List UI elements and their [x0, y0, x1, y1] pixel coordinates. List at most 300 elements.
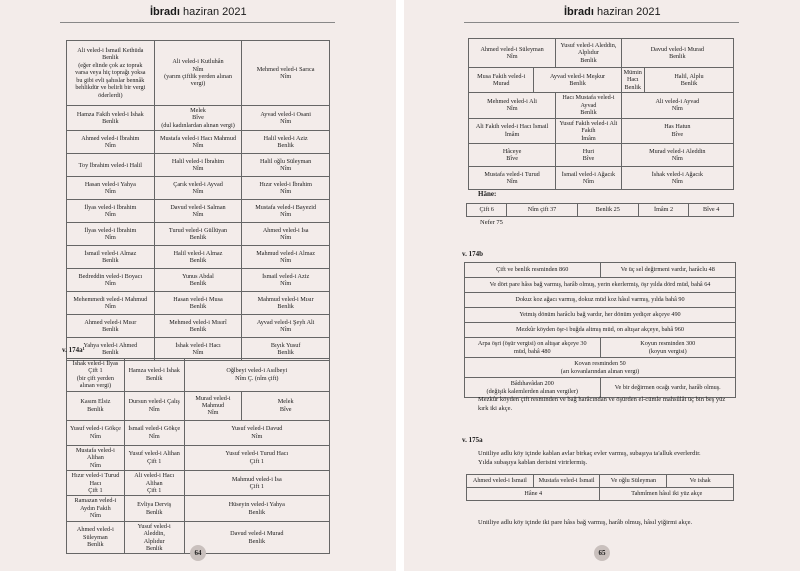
table-row: [67, 223, 330, 246]
table-row: [465, 323, 736, 338]
table-cell: [242, 269, 330, 292]
cell-line: Ahmed veled-i İsa: [262, 226, 309, 234]
table-cell: [242, 41, 330, 106]
table-cell: [465, 278, 736, 293]
cell-line: Nîm: [104, 142, 116, 150]
cell-line: Nîm: [506, 53, 518, 60]
table-cell: [242, 315, 330, 338]
table-cell: [67, 521, 125, 554]
cell-line: Nîm çift 37: [527, 206, 557, 214]
household-table-body: [67, 41, 330, 361]
table-cell: [242, 106, 330, 131]
cell-line: Nîm: [104, 188, 116, 196]
table-cell: [154, 131, 242, 154]
table-cell: [184, 471, 329, 496]
cell-line: İmâm: [504, 130, 520, 138]
cell-line: Mustafa veled-i Bayezid: [255, 203, 317, 211]
cell-line: Ramazan veled-i Aydın Fakih: [74, 497, 117, 512]
cell-line: Murad veled-i Aleddin: [649, 147, 706, 155]
table-cell: [154, 246, 242, 269]
cell-line: Murad: [492, 80, 510, 88]
table-cell: [556, 39, 621, 68]
cell-line: Toy İbrahim veled-i Halil: [78, 161, 142, 169]
table-cell: [124, 359, 184, 392]
table-row: [469, 118, 734, 143]
cell-line: Bîve: [671, 130, 684, 138]
cell-line: Halil oğlu Süleyman: [260, 157, 312, 165]
cell-line: Nîm: [192, 211, 204, 219]
table-cell: [621, 143, 733, 166]
cell-line: Dokuz koz ağacı varmış, dokuz müd koz hâsıl varmış, yılda bahâ 90: [515, 296, 685, 304]
cell-line: Çift 1: [147, 457, 162, 465]
table-cell: [465, 338, 601, 358]
paragraph-line: Uniiliye adlu köy içinde kablan avlar birkaç evler varmış, subaşıya ta'alluk everlerdir.: [478, 450, 701, 457]
cell-line: Benlik: [87, 541, 104, 549]
cell-line: Ali veled-i Ayvad: [655, 98, 700, 106]
revenue-note: [478, 395, 738, 414]
cell-line: Kovan resminden 50: [574, 360, 626, 368]
cell-line: Nîm: [89, 461, 101, 469]
table-cell: [67, 269, 155, 292]
table-cell: [242, 200, 330, 223]
table-cell: [67, 223, 155, 246]
cell-line: Yusuf veled-i Aleddin,: [560, 41, 617, 49]
cell-line: Bîve: [279, 405, 292, 413]
cell-line: Çift ve benlik resminden 860: [496, 266, 569, 274]
cell-line: Ali veled-i Hacı Alihan: [134, 472, 175, 487]
cell-line: Nîm: [582, 177, 594, 185]
cell-line: Nîm: [104, 280, 116, 288]
table-row: [465, 308, 736, 323]
cell-line: Hasan veled-i Musa: [173, 295, 223, 303]
table-cell: [469, 93, 556, 118]
cell-line: Benlik: [277, 303, 294, 311]
cell-line: İshak veled-i Ağacık: [651, 170, 703, 178]
table-cell: [465, 323, 736, 338]
cell-line: Ali veled-i İsmail Kethüda: [77, 46, 144, 54]
cell-line: Davud veled-i Salman: [170, 203, 226, 211]
table-row: [67, 131, 330, 154]
cell-line: (eğer elinde çok az toprak: [78, 61, 143, 69]
cell-line: Çift 1: [88, 367, 103, 375]
tax-revenue-body: [465, 263, 736, 398]
cell-line: Mehmed veled-i Sarıca: [256, 65, 315, 73]
table-cell: [124, 496, 184, 521]
table-row: [67, 106, 330, 131]
cell-line: Bıyık Yusuf: [270, 341, 301, 349]
table-row: [465, 338, 736, 358]
cell-line: Hızır veled-i İbrahim: [259, 180, 312, 188]
cell-line: Huri: [582, 147, 595, 155]
cell-line: Nîm: [280, 326, 292, 334]
hane-summary-row: [467, 204, 734, 217]
table-cell: [154, 41, 242, 106]
table-cell: [465, 308, 736, 323]
cell-line: Benlik: [102, 349, 119, 357]
table-cell: [242, 131, 330, 154]
table-cell: [533, 475, 600, 488]
cell-line: (koyun vergisi): [648, 347, 687, 355]
table-cell: [67, 471, 125, 496]
cell-line: İlyas veled-i İbrahim: [84, 226, 137, 234]
table-cell: [67, 496, 125, 521]
table-cell: [638, 204, 688, 217]
cell-line: Benlik: [680, 80, 698, 88]
section-label-v175a: v. 175a: [462, 436, 483, 444]
cell-line: müd, bahâ 480: [513, 347, 551, 355]
table-cell: [124, 445, 184, 470]
cell-line: Nîm: [148, 432, 160, 440]
table-cell: [556, 93, 621, 118]
cell-line: İmâm: [581, 134, 596, 142]
table-cell: [67, 391, 125, 420]
right-page: [404, 0, 800, 571]
table-cell: [67, 177, 155, 200]
cell-line: Oğlbeyi veled-i Asılbeyi: [226, 367, 288, 375]
page-number: 64: [190, 545, 206, 561]
table-cell: [67, 445, 125, 470]
cell-line: Çift 1: [249, 457, 264, 465]
cell-line: behlikdür ve belirli bir vergi: [75, 84, 146, 92]
table-cell: [67, 41, 155, 106]
cell-line: Ve dört pare hâss bağ varmış, harâb olmuş, yerin ekerlermiş, öşr yılda dörd müd, bahâ 64: [489, 281, 711, 289]
table-cell: [67, 359, 125, 392]
cell-line: Benlik: [189, 326, 207, 334]
paragraph-line: Yılda subaşıya kablan derisini virirlermiş.: [478, 459, 588, 467]
cell-line: Ve üç sel değirmeni vardır, harâclu 48: [620, 266, 715, 274]
cell-line: Benlik: [189, 257, 207, 265]
cell-line: Nîm: [280, 257, 292, 265]
cell-line: Bedreddin veled-i Boyacı: [78, 272, 143, 280]
cell-line: Çarık veled-i Ayvad: [173, 180, 223, 188]
cell-line: Nîm: [148, 405, 160, 413]
table-cell: [67, 315, 155, 338]
page-number: 65: [594, 545, 610, 561]
table-cell: [469, 143, 556, 166]
cell-line: bu gibi evli şahıslar bennâk: [76, 76, 145, 84]
table-row: [67, 391, 330, 420]
cell-line: Ahmed veled-i İsmail: [472, 477, 527, 485]
cell-line: Mehemmedi veled-i Mahmud: [73, 295, 148, 303]
table-cell: [556, 166, 621, 189]
paragraph-uniiliye-2: Uniiliye adlu köy içinde iki pare hâss bağ varmış, harâb olmuş, hâsıl yiğirmi akçe.: [478, 519, 693, 526]
table-cell: [469, 166, 556, 189]
table-cell: [556, 143, 621, 166]
cell-line: Evliya Derviş: [137, 501, 172, 509]
cell-line: Bâdıhavâdan 200: [510, 380, 554, 388]
cell-line: Benlik: [145, 374, 163, 382]
header-rule: [464, 22, 739, 23]
table-cell: [124, 471, 184, 496]
hane-label: Hâne:: [478, 190, 497, 198]
table-row: [67, 177, 330, 200]
cell-line: Yusuf veled-i Turud Hacı: [225, 450, 289, 458]
household-table-continued: [468, 38, 734, 190]
table-row: [67, 292, 330, 315]
table-cell: [242, 154, 330, 177]
cell-line: Benlik: [248, 537, 266, 545]
cell-line: Melek: [190, 107, 206, 114]
cell-line: Nîm: [89, 512, 101, 520]
table-cell: [67, 131, 155, 154]
table-row: [67, 315, 330, 338]
cell-line: İshak veled-i İlyas: [72, 360, 119, 367]
table-row: [469, 143, 734, 166]
cell-line: Nîm: [104, 303, 116, 311]
cell-line: Nîm: [251, 432, 263, 440]
cell-line: Mustafa veled-i Turud: [484, 170, 540, 178]
cell-line: Benlik: [580, 56, 597, 64]
header-date: haziran 2021: [183, 6, 247, 18]
table-cell: [507, 204, 577, 217]
table-cell: [621, 93, 733, 118]
cell-line: Nîm: [104, 211, 116, 219]
table-cell: [556, 118, 621, 143]
table-cell: [184, 521, 329, 554]
cell-line: Halil veled-i Almaz: [173, 249, 223, 257]
cell-line: Alplıdur: [143, 537, 165, 545]
cell-line: Benlik: [669, 53, 686, 60]
cell-line: Mehmed veled-i Ali: [487, 98, 538, 106]
table-cell: [154, 223, 242, 246]
cell-line: Halil veled-i İbrahim: [171, 157, 225, 165]
cell-line: İsmail veled-i Almaz: [84, 249, 137, 257]
table-cell: [154, 177, 242, 200]
cell-line: Çift 6: [479, 206, 494, 214]
cell-line: Davud veled-i Murad: [650, 45, 704, 53]
cell-line: Ve oğlu Süleyman: [610, 477, 657, 485]
cell-line: Hamza veled-i İshak: [128, 367, 180, 375]
table-row: [67, 496, 330, 521]
cell-line: Nîm: [671, 154, 683, 162]
table-row: [469, 93, 734, 118]
cell-line: varsa veya hiç toprağı yoksa: [75, 69, 146, 77]
cell-line: Ahmed veled-i Mısır: [84, 318, 137, 326]
section-label-v174b: v. 174b: [462, 250, 484, 258]
table-cell: [621, 39, 733, 68]
table-row: [469, 39, 734, 68]
cell-line: Nîm: [506, 177, 518, 185]
cell-line: İsmail veled-i Gökçe: [128, 425, 181, 433]
header-title: İbradı: [564, 6, 594, 18]
cell-line: Musa Fakih veled-i: [477, 72, 526, 80]
cell-line: Benlik: [145, 545, 163, 552]
table-row: [67, 154, 330, 177]
table-row: [67, 200, 330, 223]
table-row: [469, 68, 734, 93]
table-cell: [154, 292, 242, 315]
table-cell: [644, 68, 733, 93]
cell-line: Hızır veled-i Turud Hacı: [71, 472, 120, 487]
cell-line: Bîve: [506, 154, 518, 162]
cell-line: Arpa öşri (öşür vergisi) on altışar akçeye 30: [477, 340, 587, 348]
table-cell: [242, 223, 330, 246]
cell-line: Yusuf veled-i Alihan: [128, 450, 180, 458]
cell-line: Nîm: [280, 73, 292, 80]
cell-line: Tahmîmen hâsıl iki yüz akçe: [631, 490, 703, 498]
section-label-v174a: v. 174a¹: [62, 346, 85, 354]
cell-line: Mustafa veled-i Alihan: [75, 446, 115, 462]
household-table-175a: [466, 474, 734, 501]
table-cell: [67, 420, 125, 445]
cell-line: Ve bir değirmen ocağı vardır, harâb olmuş.: [614, 383, 721, 391]
cell-line: Nîm: [671, 177, 683, 185]
cell-line: Ayvad veled-i Osani: [260, 110, 311, 118]
cell-line: Yunus Abdal: [182, 272, 214, 280]
table-cell: [154, 106, 242, 131]
cell-line: Ahmed veled-i Süleyman: [480, 45, 544, 53]
cell-line: Ahmed veled-i Süleyman: [76, 526, 114, 541]
cell-line: Nîm: [192, 188, 204, 196]
table-cell: [242, 246, 330, 269]
table-cell: [242, 177, 330, 200]
nefer-count: Nefer 75: [480, 219, 503, 226]
cell-line: Mahmud: [201, 402, 225, 410]
cell-line: (yarım çiftlik yerden alınan: [164, 73, 232, 80]
table-cell: [124, 420, 184, 445]
table-row: [67, 246, 330, 269]
cell-line: Mahmud veled-i Almaz: [256, 249, 316, 257]
cell-line: Has Hatun: [664, 123, 691, 131]
table-cell: [154, 315, 242, 338]
cell-line: Benlik: [189, 280, 207, 288]
table-row: [67, 420, 330, 445]
cell-line: Dursun veled-i Çalış: [128, 398, 180, 406]
table-cell: [467, 475, 534, 488]
header-title: İbradı: [150, 6, 180, 18]
table-cell: [154, 269, 242, 292]
household-table-174a: [66, 358, 330, 554]
cell-line: Kasım Elsiz: [80, 398, 111, 406]
table-cell: [600, 475, 667, 488]
table-cell: [67, 292, 155, 315]
revenue-note-line2: kırk iki akçe.: [478, 405, 513, 413]
cell-line: Mahmud veled-i Mısır: [257, 295, 314, 303]
cell-line: Koyun resminden 300: [640, 340, 696, 348]
cell-line: (değişik kalemlerden alınan vergiler): [486, 387, 578, 395]
table-cell: [667, 475, 734, 488]
table-cell: [154, 200, 242, 223]
cell-line: İshak veled-i Hacı: [175, 341, 221, 349]
table-cell: [621, 68, 644, 93]
table-cell: [67, 154, 155, 177]
cell-line: Nîm: [280, 211, 292, 219]
table-cell: [67, 200, 155, 223]
table-cell: [184, 496, 329, 521]
cell-line: Mahmud veled-i İsa: [231, 475, 282, 483]
cell-line: Murad veled-i: [195, 394, 231, 402]
cell-line: Melek: [277, 398, 294, 406]
cell-line: Mustafa veled-i İsmail: [538, 477, 595, 485]
table-cell: [154, 154, 242, 177]
household-table: [66, 40, 330, 361]
table-cell: [621, 166, 733, 189]
cell-line: Yusuf veled-i Davud: [231, 425, 283, 433]
table-row: [469, 166, 734, 189]
revenue-note-line1: Mezkûr köyden çift resminden ve bağ harâcından ve öşürden el-cümle mahsûlât üç bin beş yüz: [478, 396, 726, 403]
table-cell: [469, 39, 556, 68]
table-row: [465, 278, 736, 293]
cell-line: Benlik: [102, 54, 119, 62]
page-header: [564, 6, 661, 18]
cell-line: Ayvad veled-i Şeyh Ali: [256, 318, 315, 326]
cell-line: Bîve: [582, 154, 595, 162]
cell-line: Mehmed veled-i Mısırî: [169, 318, 227, 326]
household-table-175a-body: [467, 475, 734, 501]
table-cell: [465, 358, 736, 378]
table-row: [465, 358, 736, 378]
cell-line: Benlik: [624, 83, 642, 91]
cell-line: Yusuf veled-i Gökçe: [69, 425, 121, 433]
cell-line: Benlik: [145, 508, 163, 516]
table-row: [67, 471, 330, 496]
table-row: [67, 269, 330, 292]
cell-line: Çift 1: [147, 486, 162, 494]
cell-line: Benlik: [87, 405, 104, 413]
table-cell: [467, 204, 507, 217]
table-row: [467, 488, 734, 501]
table-cell: [184, 359, 329, 392]
cell-line: Nîm: [506, 105, 518, 113]
cell-line: Benlik: [277, 349, 294, 357]
table-cell: [124, 391, 184, 420]
household-table-continued-body: [469, 39, 734, 190]
table-cell: [600, 488, 734, 501]
cell-line: Nîm Ç. (nîm çift): [235, 374, 279, 382]
cell-line: (arı kovanlarından alınan vergi): [560, 367, 640, 375]
table-cell: [242, 292, 330, 315]
tax-revenue-table: [464, 262, 736, 398]
cell-line: Ve ishak: [689, 477, 711, 485]
cell-line: Benlik: [277, 142, 294, 150]
table-cell: [242, 391, 330, 420]
table-cell: [534, 68, 621, 93]
cell-line: Nîm: [104, 234, 116, 242]
table-cell: [124, 521, 184, 554]
cell-line: Nîm: [192, 142, 204, 150]
table-cell: [67, 106, 155, 131]
table-cell: [467, 488, 600, 501]
table-cell: [469, 118, 556, 143]
cell-line: Hâne 4: [524, 490, 543, 498]
header-date: haziran 2021: [597, 6, 661, 18]
table-cell: [689, 204, 734, 217]
cell-line: Benlik: [102, 326, 119, 334]
cell-line: Bîve 4: [702, 206, 720, 214]
table-cell: [465, 263, 601, 278]
table-row: [67, 445, 330, 470]
cell-line: öderlerdi): [98, 91, 123, 99]
cell-line: Hamza Fakih veled-i İshak: [76, 110, 144, 118]
cell-line: Mezkûr köyden öşr-i buğda altmış müd, on altışar akçeye, bahâ 960: [516, 326, 684, 334]
cell-line: Nîm: [280, 188, 292, 196]
cell-line: Halil veled-i Aziz: [263, 134, 308, 142]
cell-line: Ahmed veled-i İbrahim: [81, 134, 140, 142]
table-row: [465, 293, 736, 308]
table-cell: [577, 204, 638, 217]
table-cell: [184, 420, 329, 445]
cell-line: Hasan veled-i Yahya: [84, 180, 136, 188]
cell-line: Yusuf Fakih veled-i Ali Fakih: [559, 119, 618, 135]
cell-line: (dul kadınlardan alınan vergi): [161, 121, 235, 129]
cell-line: Ali Fakih veled-i Hacı İsmail: [475, 123, 549, 131]
hane-summary-table: [466, 203, 734, 217]
cell-line: İmâm 2: [654, 206, 674, 214]
cell-line: Hacı Mustafa veled-i Ayvad: [562, 94, 615, 109]
table-cell: [465, 293, 736, 308]
cell-line: Alplıdur: [577, 49, 599, 57]
table-cell: [600, 338, 735, 358]
